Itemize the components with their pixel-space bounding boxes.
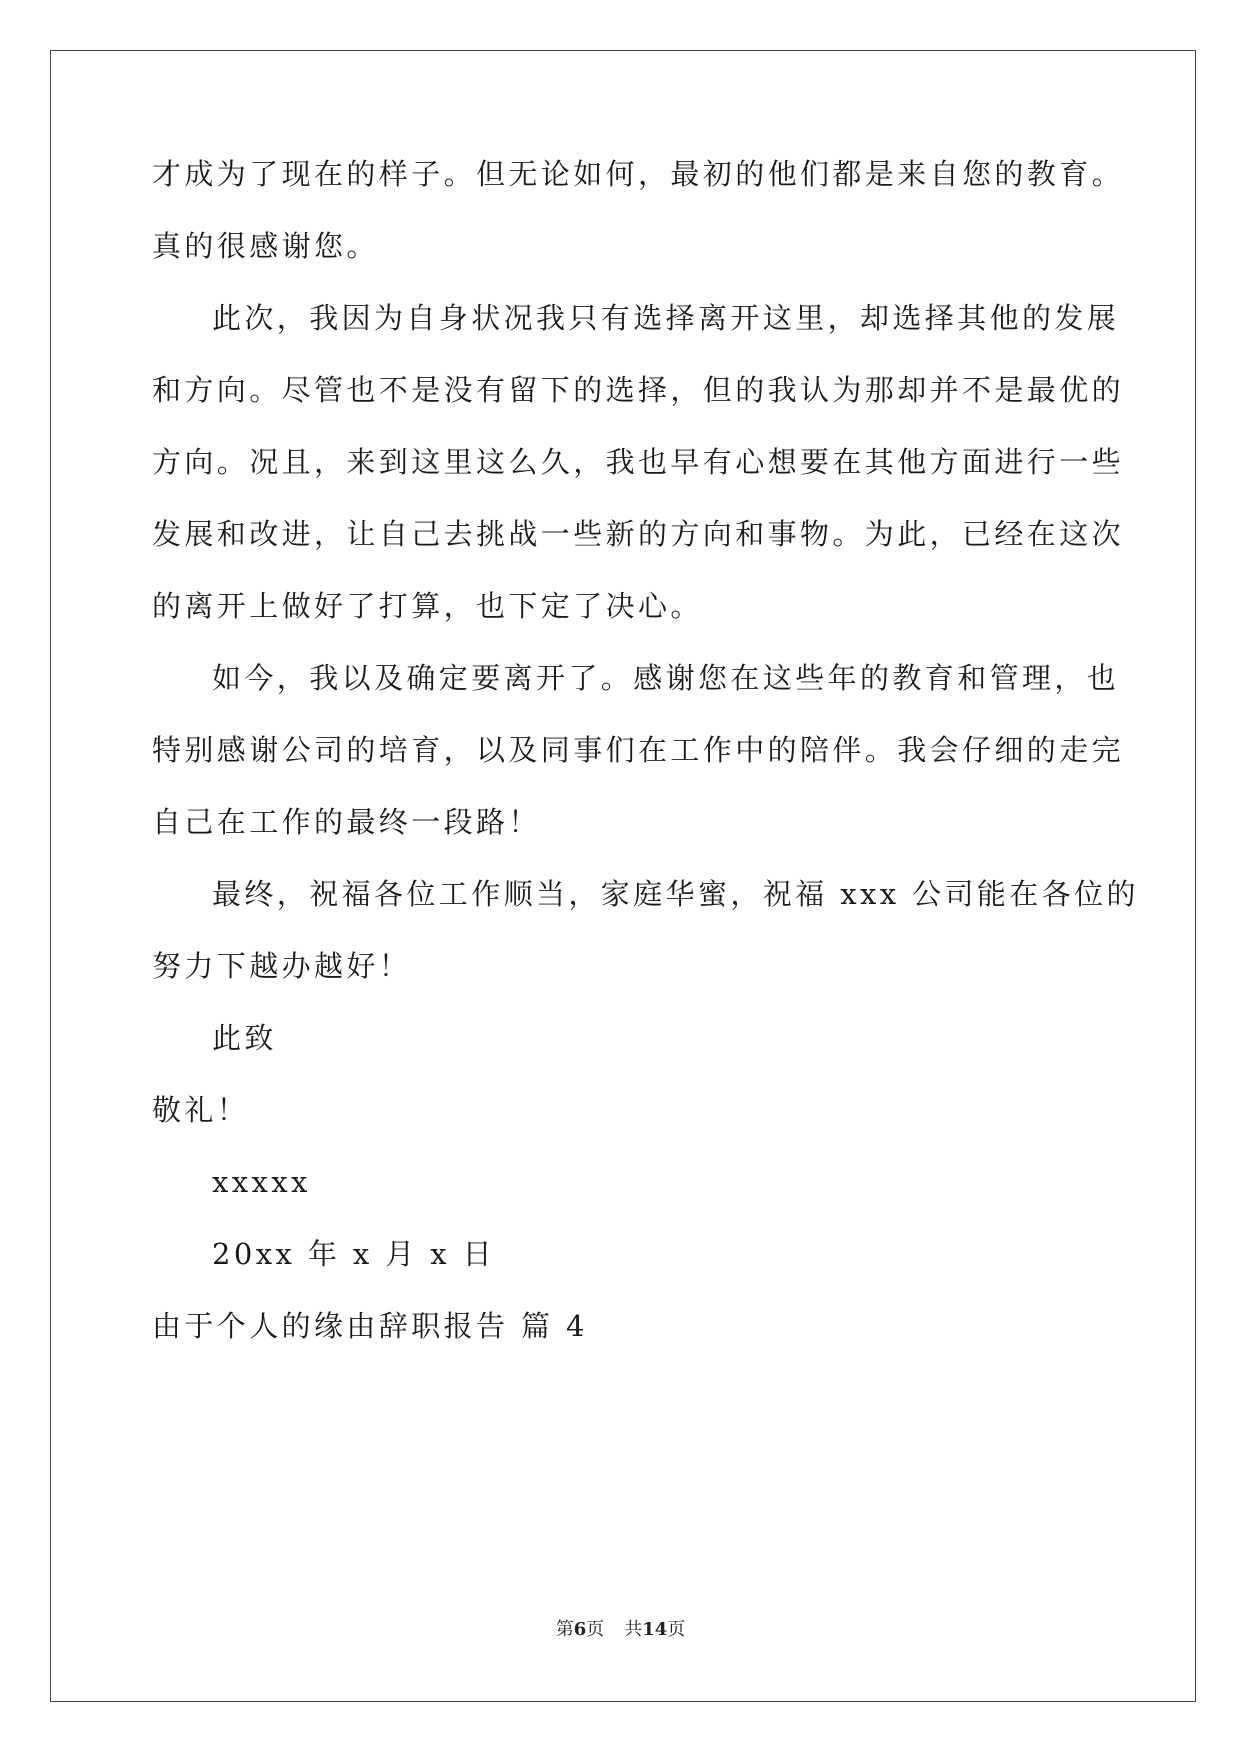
text-line: 才成为了现在的样子。但无论如何，最初的他们都是来自您的教育。 [152,157,1125,191]
closing-regards: 敬礼！ [152,1093,250,1127]
text-line: 自己在工作的最终一段路！ [152,805,541,839]
page-footer [0,1618,1241,1642]
signature-name: xxxxx [212,1165,311,1199]
page-number: 6 [573,1619,587,1640]
signature-date: 20xx 年 x 月 x 日 [212,1237,496,1271]
text-line: 真的很感谢您。 [152,229,379,263]
paragraph-start: 最终，祝福各位工作顺当，家庭华蜜，祝福 xxx 公司能在各位的 [212,877,1139,911]
text-line: 的离开上做好了打算，也下定了决心。 [152,589,703,623]
section-heading: 由于个人的缘由辞职报告 篇 4 [152,1309,588,1343]
text-line: 发展和改进，让自己去挑战一些新的方向和事物。为此，已经在这次 [152,517,1125,551]
footer-total-suffix: 页 [667,1619,686,1640]
text-line: 方向。况且，来到这里这么久，我也早有心想要在其他方面进行一些 [152,445,1125,479]
paragraph-start: 此次，我因为自身状况我只有选择离开这里，却选择其他的发展 [212,301,1120,335]
footer-total-prefix: 共 [624,1619,643,1640]
text-line: 努力下越办越好！ [152,949,412,983]
footer-prefix: 第 [555,1619,574,1640]
footer-page-suffix: 页 [586,1619,605,1640]
paragraph-start: 如今，我以及确定要离开了。感谢您在这些年的教育和管理，也 [212,661,1120,695]
closing-salutation: 此致 [212,1021,277,1055]
text-line: 特别感谢公司的培育，以及同事们在工作中的陪伴。我会仔细的走完 [152,733,1125,767]
text-line: 和方向。尽管也不是没有留下的选择，但的我认为那却并不是最优的 [152,373,1125,407]
total-pages: 14 [642,1619,668,1640]
